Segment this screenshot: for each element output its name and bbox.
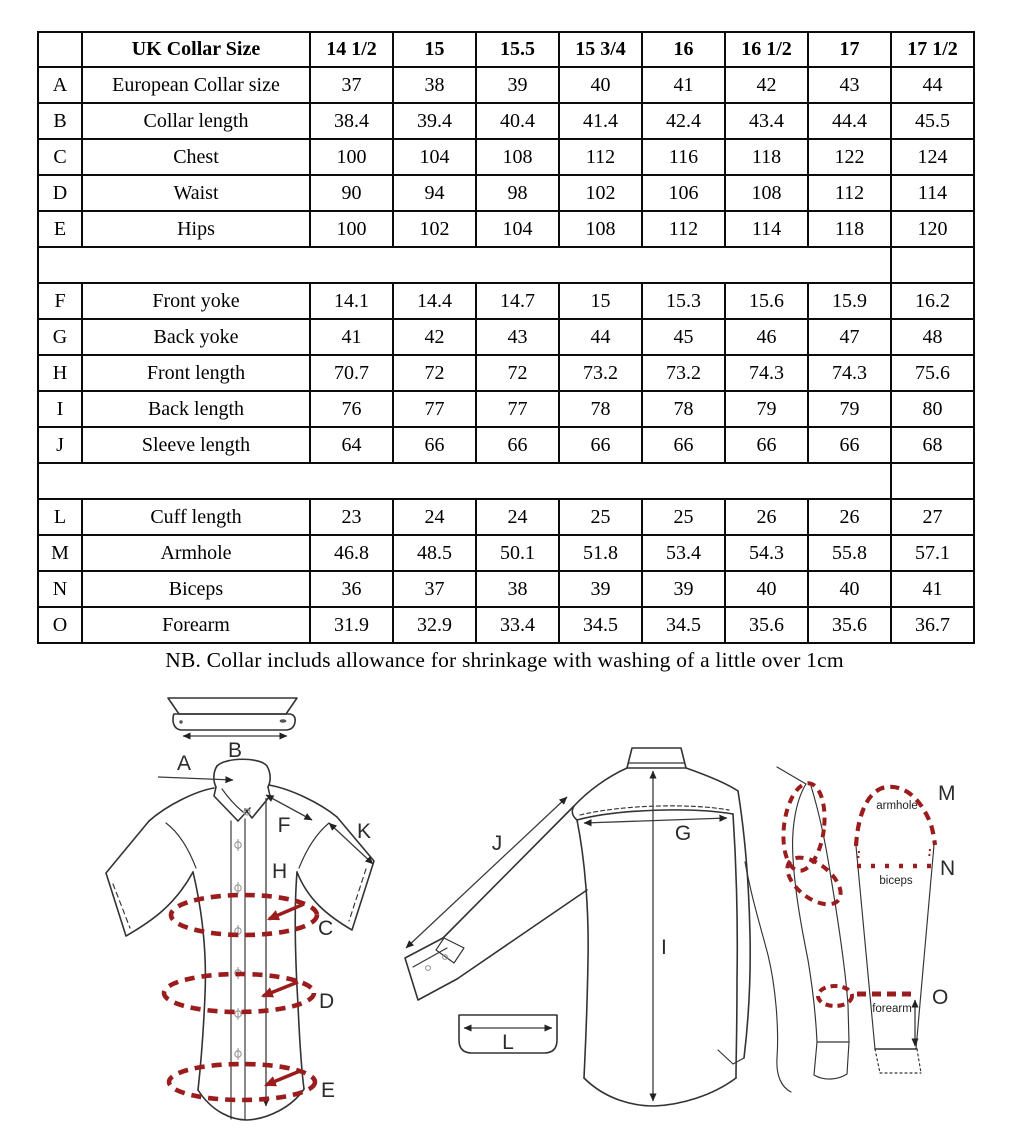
column-header-size: 15 <box>393 32 476 67</box>
row-key-cell: N <box>38 571 82 607</box>
cap-notch <box>858 851 859 861</box>
value-cell: 40 <box>808 571 891 607</box>
row-key-cell: G <box>38 319 82 355</box>
value-cell: 31.9 <box>310 607 393 643</box>
row-key-cell: F <box>38 283 82 319</box>
value-cell: 35.6 <box>808 607 891 643</box>
value-cell: 37 <box>393 571 476 607</box>
label-F: F <box>277 814 291 837</box>
value-cell: 23 <box>310 499 393 535</box>
front-shirt-diagram <box>106 698 374 1120</box>
value-cell: 72 <box>476 355 559 391</box>
cuff-button <box>426 966 431 971</box>
value-cell: 41.4 <box>559 103 642 139</box>
hips-arrow <box>266 1071 300 1085</box>
value-cell: 44 <box>559 319 642 355</box>
value-cell: 100 <box>310 211 393 247</box>
label-M: M <box>938 782 956 805</box>
value-cell: 76 <box>310 391 393 427</box>
value-cell: 47 <box>808 319 891 355</box>
value-cell: 45 <box>642 319 725 355</box>
value-cell: 116 <box>642 139 725 175</box>
value-cell: 14.1 <box>310 283 393 319</box>
value-cell: 78 <box>642 391 725 427</box>
value-cell: 122 <box>808 139 891 175</box>
value-cell: 124 <box>891 139 974 175</box>
value-cell: 118 <box>725 139 808 175</box>
value-cell: 90 <box>310 175 393 211</box>
value-cell: 79 <box>725 391 808 427</box>
value-cell: 44.4 <box>808 103 891 139</box>
value-cell: 38 <box>393 67 476 103</box>
value-cell: 26 <box>725 499 808 535</box>
value-cell: 50.1 <box>476 535 559 571</box>
row-label-cell: Chest <box>82 139 310 175</box>
value-cell: 41 <box>642 67 725 103</box>
value-cell: 104 <box>476 211 559 247</box>
value-cell: 45.5 <box>891 103 974 139</box>
label-C: C <box>318 917 334 940</box>
value-cell: 114 <box>725 211 808 247</box>
value-cell: 39.4 <box>393 103 476 139</box>
value-cell: 100 <box>310 139 393 175</box>
value-cell: 53.4 <box>642 535 725 571</box>
value-cell: 42 <box>725 67 808 103</box>
value-cell: 73.2 <box>642 355 725 391</box>
sleeve-measurement-diagram <box>745 767 956 1092</box>
value-cell: 33.4 <box>476 607 559 643</box>
value-cell: 78 <box>559 391 642 427</box>
row-key-cell: B <box>38 103 82 139</box>
column-header-size: 15 3/4 <box>559 32 642 67</box>
measure-line-J <box>406 797 567 948</box>
value-cell: 25 <box>559 499 642 535</box>
row-label-cell: Front length <box>82 355 310 391</box>
column-header-size: 15.5 <box>476 32 559 67</box>
label-I: I <box>661 936 667 959</box>
row-label-cell: Back yoke <box>82 319 310 355</box>
row-label-cell: Collar length <box>82 103 310 139</box>
armhole-curve <box>856 787 935 846</box>
row-key-cell: L <box>38 499 82 535</box>
value-cell: 74.3 <box>808 355 891 391</box>
value-cell: 118 <box>808 211 891 247</box>
value-cell: 77 <box>476 391 559 427</box>
value-cell: 66 <box>393 427 476 463</box>
value-cell: 14.7 <box>476 283 559 319</box>
value-cell: 120 <box>891 211 974 247</box>
value-cell: 102 <box>559 175 642 211</box>
value-cell: 55.8 <box>808 535 891 571</box>
value-cell: 102 <box>393 211 476 247</box>
value-cell: 80 <box>891 391 974 427</box>
value-cell: 42.4 <box>642 103 725 139</box>
label-G: G <box>674 822 692 845</box>
value-cell: 41 <box>891 571 974 607</box>
value-cell: 51.8 <box>559 535 642 571</box>
value-cell: 43 <box>476 319 559 355</box>
value-cell: 112 <box>808 175 891 211</box>
value-cell: 57.1 <box>891 535 974 571</box>
hips-girth-ellipse <box>169 1064 315 1100</box>
value-cell: 112 <box>642 211 725 247</box>
row-key-cell: J <box>38 427 82 463</box>
column-header-size: 17 1/2 <box>891 32 974 67</box>
row-key-cell: C <box>38 139 82 175</box>
value-cell: 54.3 <box>725 535 808 571</box>
label-L: L <box>502 1031 514 1054</box>
value-cell: 14.4 <box>393 283 476 319</box>
row-label-cell: Front yoke <box>82 283 310 319</box>
chest-arrow <box>269 904 304 919</box>
column-header-size: 17 <box>808 32 891 67</box>
column-header-size: 16 1/2 <box>725 32 808 67</box>
value-cell: 36.7 <box>891 607 974 643</box>
label-O: O <box>932 986 949 1009</box>
shrinkage-note: NB. Collar includs allowance for shrinkage with washing of a little over 1cm <box>165 648 844 672</box>
value-cell: 106 <box>642 175 725 211</box>
value-cell: 44 <box>891 67 974 103</box>
label-K: K <box>356 820 372 843</box>
row-label-cell: European Collar size <box>82 67 310 103</box>
value-cell: 39 <box>559 571 642 607</box>
row-label-cell: Cuff length <box>82 499 310 535</box>
label-B: B <box>227 739 243 762</box>
value-cell: 72 <box>393 355 476 391</box>
back-shirt-diagram <box>405 748 750 1106</box>
row-key-cell: O <box>38 607 82 643</box>
value-cell: 79 <box>808 391 891 427</box>
value-cell: 77 <box>393 391 476 427</box>
value-cell: 108 <box>476 139 559 175</box>
value-cell: 15.3 <box>642 283 725 319</box>
collar-button <box>179 720 182 723</box>
value-cell: 35.6 <box>725 607 808 643</box>
value-cell: 108 <box>725 175 808 211</box>
label-N: N <box>940 857 956 880</box>
label-J: J <box>491 832 503 855</box>
value-cell: 32.9 <box>393 607 476 643</box>
measure-line-G <box>584 818 727 823</box>
row-label-cell: Biceps <box>82 571 310 607</box>
collar-buttonhole <box>280 719 287 723</box>
value-cell: 114 <box>891 175 974 211</box>
value-cell: 15.9 <box>808 283 891 319</box>
biceps-annotation: biceps <box>879 875 913 887</box>
value-cell: 38.4 <box>310 103 393 139</box>
column-header-size: 16 <box>642 32 725 67</box>
row-key-cell: M <box>38 535 82 571</box>
value-cell: 75.6 <box>891 355 974 391</box>
waist-arrow <box>263 982 298 996</box>
value-cell: 48.5 <box>393 535 476 571</box>
row-key-cell: A <box>38 67 82 103</box>
cap-notch <box>929 849 930 859</box>
value-cell: 48 <box>891 319 974 355</box>
value-cell: 38 <box>476 571 559 607</box>
waist-girth-ellipse <box>164 974 314 1012</box>
value-cell: 24 <box>393 499 476 535</box>
value-cell: 34.5 <box>642 607 725 643</box>
column-header-label: UK Collar Size <box>82 32 310 67</box>
value-cell: 43 <box>808 67 891 103</box>
value-cell: 25 <box>642 499 725 535</box>
row-label-cell: Sleeve length <box>82 427 310 463</box>
value-cell: 16.2 <box>891 283 974 319</box>
label-E: E <box>321 1079 336 1102</box>
value-cell: 68 <box>891 427 974 463</box>
armhole-annotation: armhole <box>876 800 918 812</box>
value-cell: 46 <box>725 319 808 355</box>
value-cell: 64 <box>310 427 393 463</box>
row-label-cell: Armhole <box>82 535 310 571</box>
label-D: D <box>319 990 335 1013</box>
value-cell: 34.5 <box>559 607 642 643</box>
value-cell: 36 <box>310 571 393 607</box>
row-key-cell: E <box>38 211 82 247</box>
value-cell: 39 <box>476 67 559 103</box>
value-cell: 40 <box>559 67 642 103</box>
row-key-cell: I <box>38 391 82 427</box>
row-key-cell: D <box>38 175 82 211</box>
value-cell: 40.4 <box>476 103 559 139</box>
value-cell: 98 <box>476 175 559 211</box>
value-cell: 66 <box>642 427 725 463</box>
value-cell: 43.4 <box>725 103 808 139</box>
label-A: A <box>176 752 192 775</box>
row-label-cell: Forearm <box>82 607 310 643</box>
row-label-cell: Waist <box>82 175 310 211</box>
value-cell: 70.7 <box>310 355 393 391</box>
label-H: H <box>272 860 288 883</box>
value-cell: 39 <box>642 571 725 607</box>
collar-strip <box>168 698 297 730</box>
row-key-cell: H <box>38 355 82 391</box>
value-cell: 15 <box>559 283 642 319</box>
value-cell: 74.3 <box>725 355 808 391</box>
forearm-annotation: forearm <box>872 1003 912 1015</box>
placket-buttons <box>235 839 241 1060</box>
value-cell: 37 <box>310 67 393 103</box>
value-cell: 24 <box>476 499 559 535</box>
row-label-cell: Back length <box>82 391 310 427</box>
value-cell: 42 <box>393 319 476 355</box>
value-cell: 66 <box>808 427 891 463</box>
value-cell: 112 <box>559 139 642 175</box>
value-cell: 104 <box>393 139 476 175</box>
measure-line-A <box>158 777 233 780</box>
value-cell: 73.2 <box>559 355 642 391</box>
value-cell: 66 <box>559 427 642 463</box>
value-cell: 41 <box>310 319 393 355</box>
column-header-size: 14 1/2 <box>310 32 393 67</box>
value-cell: 108 <box>559 211 642 247</box>
value-cell: 66 <box>476 427 559 463</box>
row-label-cell: Hips <box>82 211 310 247</box>
value-cell: 15.6 <box>725 283 808 319</box>
value-cell: 26 <box>808 499 891 535</box>
value-cell: 27 <box>891 499 974 535</box>
value-cell: 94 <box>393 175 476 211</box>
value-cell: 46.8 <box>310 535 393 571</box>
value-cell: 66 <box>725 427 808 463</box>
value-cell: 40 <box>725 571 808 607</box>
